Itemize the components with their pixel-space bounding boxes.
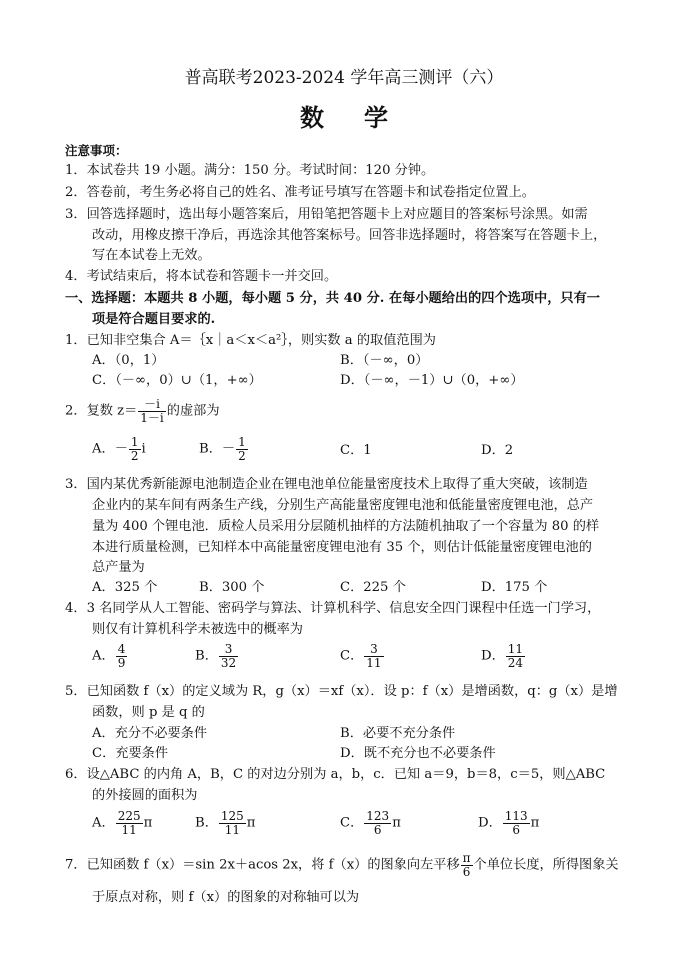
q7-line-1: 7．已知函数 f（x）＝sin 2x＋acos 2x，将 f（x）的图象向左平移 $\frac{\pi}{6}$ 个单位长度，所得图象关: [65, 851, 619, 879]
q3-option-b: B．300 个: [199, 580, 265, 595]
q6-line-1: 6．设△ABC 的内角 A，B，C 的对边分别为 a，b，c．已知 a＝9，b＝8，c＝5，则△ABC: [65, 767, 606, 782]
q5-option-b: B．必要不充分条件: [340, 726, 456, 741]
q2-option-a: A．－ $\frac{1}{2}$ i: [92, 435, 146, 463]
q4-option-b: B． $\frac{3}{32}$: [195, 642, 237, 670]
section-heading-cont: 项是符合题目要求的.: [92, 312, 216, 327]
q2-fraction: $\frac{-i}{1-i}$: [140, 397, 164, 425]
q5-option-a: A．充分不必要条件: [92, 726, 208, 741]
q3-line-4: 本进行质量检测，已知样本中高能量密度锂电池有 35 个，则估计低能量密度锂电池的: [92, 540, 592, 555]
subject-title: 数学: [300, 103, 428, 132]
notice-item-1: 1．本试卷共 19 小题。满分：150 分。考试时间：120 分钟。: [65, 163, 435, 178]
q5-line-2: 函数，则 p 是 q 的: [92, 705, 205, 720]
notice-item-3-cont2: 写在本试卷上无效。: [92, 248, 211, 263]
notice-item-3-cont: 改动，用橡皮擦干净后，再选涂其他答案标号。回答非选择题时，将答案写在答题卡上，: [92, 228, 607, 243]
q2-option-d: D．2: [481, 443, 514, 458]
q5-option-c: C．充要条件: [92, 746, 169, 761]
q4-option-d: D． $\frac{11}{24}$: [481, 642, 524, 670]
q2-stem: 2．复数 z＝ $\frac{-i}{1-i}$ 的虚部为: [65, 397, 220, 425]
q1-stem: 1．已知非空集合 A＝｛x｜a＜x＜a²｝，则实数 a 的取值范围为: [65, 333, 436, 348]
q3-line-3: 量为 400 个锂电池．质检人员采用分层随机抽样的方法随机抽取了一个容量为 80 的样: [92, 519, 600, 534]
q4-option-a: A． $\frac{4}{9}$: [92, 642, 126, 670]
q2-option-b: B．－ $\frac{1}{2}$: [199, 435, 246, 463]
q3-line-2: 企业内的某车间有两条生产线，分别生产高能量密度锂电池和低能量密度锂电池，总产: [92, 498, 594, 513]
q4-line-2: 则仅有计算机科学未被选中的概率为: [92, 622, 303, 637]
q6-option-d: D． $\frac{113}{6}$ π: [478, 809, 540, 837]
q5-option-d: D．既不充分也不必要条件: [340, 746, 496, 761]
q3-option-c: C．225 个: [340, 580, 406, 595]
notice-heading: 注意事项：: [65, 143, 128, 158]
q3-option-d: D．175 个: [481, 580, 548, 595]
q5-line-1: 5．已知函数 f（x）的定义域为 R，g（x）＝xf（x）．设 p：f（x）是增函数，q：g（x）是增: [65, 684, 618, 699]
notice-item-2: 2．答卷前，考生务必将自己的姓名、准考证号填写在答题卡和试卷指定位置上。: [65, 185, 535, 200]
notice-item-4: 4．考试结束后，将本试卷和答题卡一并交回。: [65, 269, 338, 284]
section-heading: 一、选择题：本题共 8 小题，每小题 5 分，共 40 分. 在每小题给出的四个选项中，只有一: [65, 291, 600, 306]
q4-line-1: 4．3 名同学从人工智能、密码学与算法、计算机科学、信息安全四门课程中任选一门学习，: [65, 601, 601, 616]
q2-option-c: C．1: [340, 443, 372, 458]
q6-option-a: A． $\frac{225}{11}$ π: [92, 809, 153, 837]
q6-option-c: C． $\frac{123}{6}$ π: [340, 809, 401, 837]
q7-fraction: $\frac{\pi}{6}$: [462, 851, 471, 879]
q1-option-a: A．（0，1）: [92, 353, 165, 368]
q3-line-1: 3．国内某优秀新能源电池制造企业在锂电池单位能量密度技术上取得了重大突破，该制造: [65, 477, 588, 492]
q1-option-b: B．（－∞，0）: [340, 353, 429, 368]
q6-line-2: 的外接圆的面积为: [92, 788, 198, 803]
q1-option-d: D．（－∞，－1）∪（0，+∞）: [340, 373, 524, 388]
q3-line-5: 总产量为: [92, 560, 145, 575]
notice-item-3: 3．回答选择题时，选出每小题答案后，用铅笔把答题卡上对应题目的答案标号涂黑。如需: [65, 207, 588, 222]
q7-line-2: 于原点对称，则 f（x）的图象的对称轴可以为: [92, 890, 360, 905]
q1-option-c: C．（－∞，0）∪（1，+∞）: [92, 373, 262, 388]
q3-option-a: A．325 个: [92, 580, 158, 595]
q4-option-c: C． $\frac{3}{11}$: [340, 642, 382, 670]
q6-option-b: B． $\frac{125}{11}$ π: [195, 809, 256, 837]
exam-title: 普高联考2023-2024 学年高三测评（六）: [184, 68, 504, 88]
